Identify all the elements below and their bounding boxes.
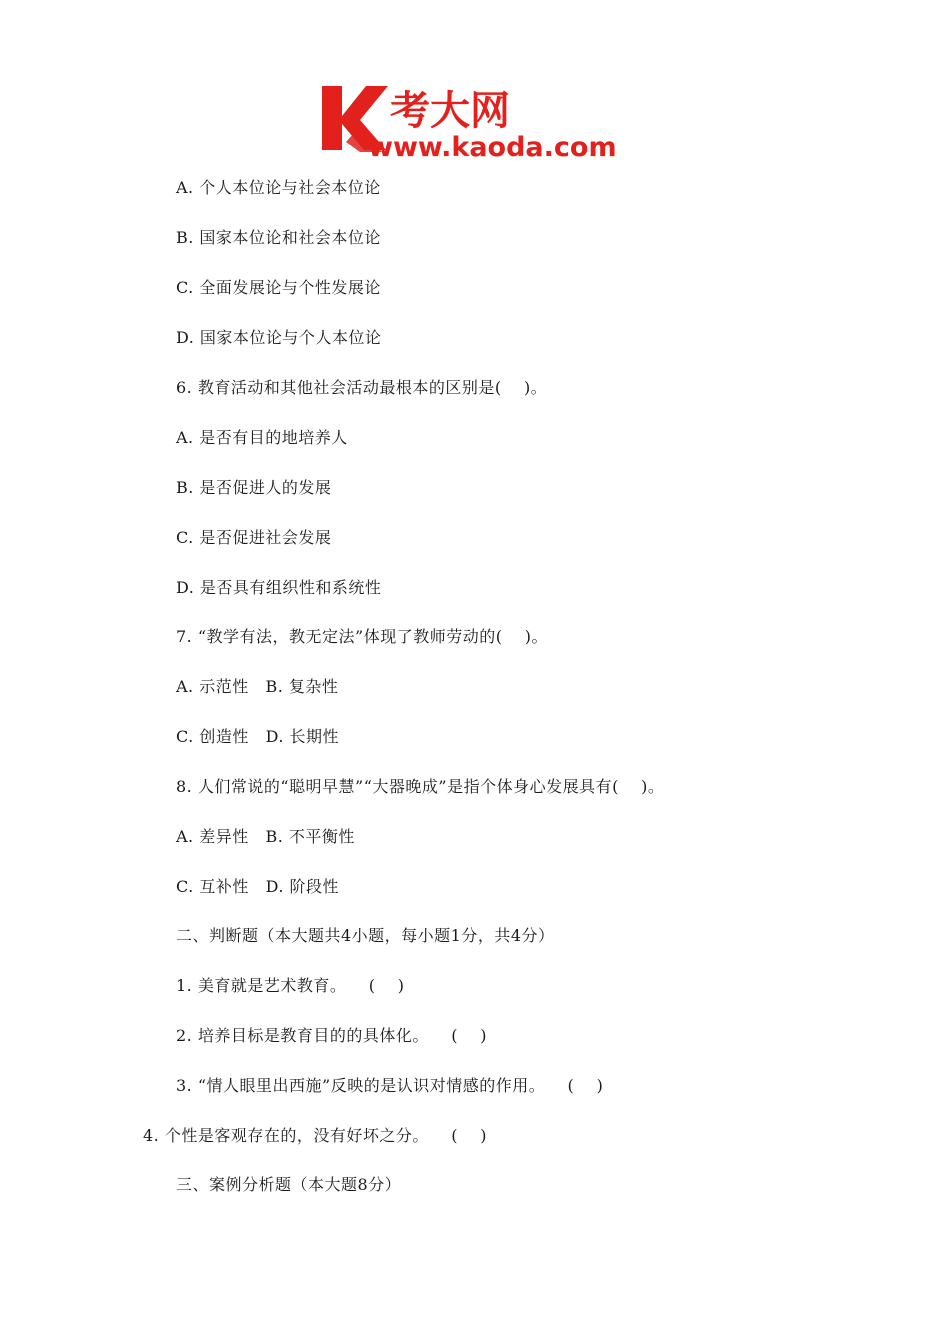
- options-ab-q7: A. 示范性 B. 复杂性: [176, 677, 339, 696]
- judgment-item-4: 4. 个性是客观存在的，没有好坏之分。 ( ): [143, 1126, 488, 1145]
- judgment-item-1: 1. 美育就是艺术教育。 ( ): [176, 976, 405, 995]
- section-heading-case-analysis: 三、案例分析题（本大题8分）: [176, 1175, 402, 1194]
- question-7: 7. “教学有法，教无定法”体现了教师劳动的( )。: [176, 627, 549, 646]
- judgment-item-2: 2. 培养目标是教育目的的具体化。 ( ): [176, 1026, 488, 1045]
- kaoda-logo: [320, 80, 640, 160]
- options-ab-q8: A. 差异性 B. 不平衡性: [176, 827, 355, 846]
- logo-url-text: www.kaoda.com: [368, 132, 617, 160]
- judgment-item-3: 3. “情人眼里出西施”反映的是认识对情感的作用。 ( ): [176, 1076, 604, 1095]
- option-d-q6: D. 是否具有组织性和系统性: [176, 578, 382, 597]
- option-c-q5: C. 全面发展论与个性发展论: [176, 278, 381, 297]
- section-heading-judgment: 二、判断题（本大题共4小题，每小题1分，共4分）: [176, 926, 555, 945]
- question-6: 6. 教育活动和其他社会活动最根本的区别是( )。: [176, 378, 548, 397]
- option-b-q6: B. 是否促进人的发展: [176, 478, 332, 497]
- kaoda-logo-graphic: [320, 80, 640, 160]
- logo-cn-text: 考大网: [390, 88, 510, 134]
- question-8: 8. 人们常说的“聪明早慧”“大器晚成”是指个体身心发展具有( )。: [176, 777, 665, 796]
- option-a-q5: A. 个人本位论与社会本位论: [176, 178, 381, 197]
- options-cd-q7: C. 创造性 D. 长期性: [176, 727, 340, 746]
- option-b-q5: B. 国家本位论和社会本位论: [176, 228, 381, 247]
- options-cd-q8: C. 互补性 D. 阶段性: [176, 877, 340, 896]
- option-d-q5: D. 国家本位论与个人本位论: [176, 328, 382, 347]
- option-c-q6: C. 是否促进社会发展: [176, 528, 332, 547]
- option-a-q6: A. 是否有目的地培养人: [176, 428, 348, 447]
